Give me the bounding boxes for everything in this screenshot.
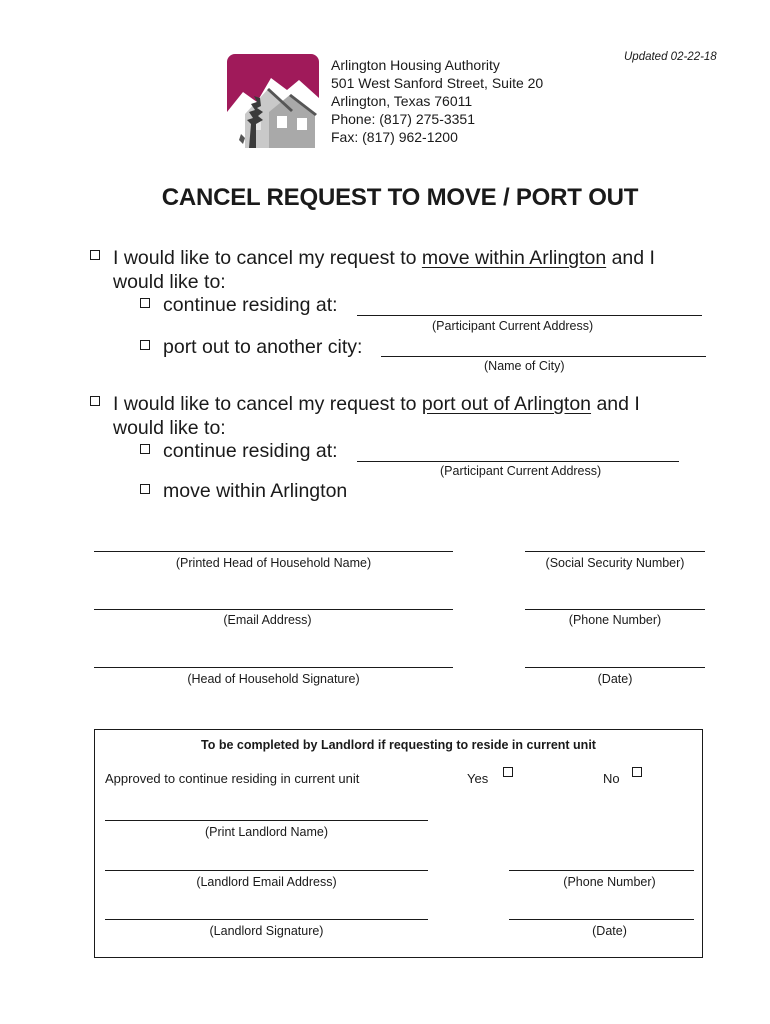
page-title: CANCEL REQUEST TO MOVE / PORT OUT [161,184,639,211]
continue-residing-label-1: continue residing at: [163,294,338,316]
phone-number: Phone: (817) 275-3351 [331,111,475,127]
signature-field[interactable] [94,667,453,668]
no-label: No [603,771,620,786]
date-field[interactable] [525,667,705,668]
port-out-checkbox[interactable] [140,340,150,350]
move-within-arlington-label: move within Arlington [163,480,348,502]
signature-caption: (Head of Household Signature) [187,672,360,686]
ssn-field[interactable] [525,551,705,552]
city-name-caption: (Name of City) [484,359,565,373]
continue-residing-checkbox-2[interactable] [140,444,150,454]
current-address-caption-1: (Participant Current Address) [432,319,594,333]
section1-line2: would like to: [113,271,226,293]
landlord-section-title: To be completed by Landlord if requesting to reside in current unit [201,738,596,752]
current-address-caption-2: (Participant Current Address) [440,464,602,478]
yes-label: Yes [467,771,489,786]
landlord-phone-caption: (Phone Number) [563,875,656,889]
ssn-caption: (Social Security Number) [545,556,685,570]
section2-line2: would like to: [113,417,226,439]
section2-intro: I would like to cancel my request to port out of Arlington and I [113,393,640,415]
updated-date: Updated 02-22-18 [624,51,717,63]
no-checkbox[interactable] [632,767,642,777]
email-caption: (Email Address) [223,613,312,627]
current-address-field-2[interactable] [357,461,679,462]
city-name-field[interactable] [381,356,706,357]
landlord-name-field[interactable] [105,820,428,821]
date-caption: (Date) [597,672,633,686]
move-within-arlington-text: move within Arlington [421,247,607,269]
move-within-arlington-checkbox[interactable] [140,484,150,494]
printed-name-field[interactable] [94,551,453,552]
current-address-field-1[interactable] [357,315,702,316]
approved-label: Approved to continue residing in current unit [105,771,360,786]
org-name: Arlington Housing Authority [331,57,500,73]
phone-caption: (Phone Number) [568,613,662,627]
landlord-email-caption: (Landlord Email Address) [196,875,337,889]
cancel-move-checkbox[interactable] [90,250,100,260]
arlington-housing-authority-logo [227,54,319,148]
yes-checkbox[interactable] [503,767,513,777]
landlord-signature-field[interactable] [105,919,428,920]
phone-field[interactable] [525,609,705,610]
landlord-date-field[interactable] [509,919,694,920]
address-block [331,56,543,146]
landlord-date-caption: (Date) [592,924,627,938]
port-out-label: port out to another city: [163,336,363,358]
printed-name-caption: (Printed Head of Household Name) [175,556,372,570]
cancel-port-out-checkbox[interactable] [90,396,100,406]
street-address: 501 West Sanford Street, Suite 20 [331,75,544,91]
landlord-phone-field[interactable] [509,870,694,871]
email-field[interactable] [94,609,453,610]
landlord-signature-caption: (Landlord Signature) [209,924,324,938]
port-out-of-arlington-text: port out of Arlington [421,393,592,415]
fax-number: Fax: (817) 962-1200 [331,129,458,145]
section1-intro: I would like to cancel my request to move within Arlington and I [113,247,655,269]
continue-residing-label-2: continue residing at: [163,440,338,462]
continue-residing-checkbox-1[interactable] [140,298,150,308]
city-state-zip: Arlington, Texas 76011 [331,93,473,109]
landlord-name-caption: (Print Landlord Name) [205,825,328,839]
landlord-email-field[interactable] [105,870,428,871]
